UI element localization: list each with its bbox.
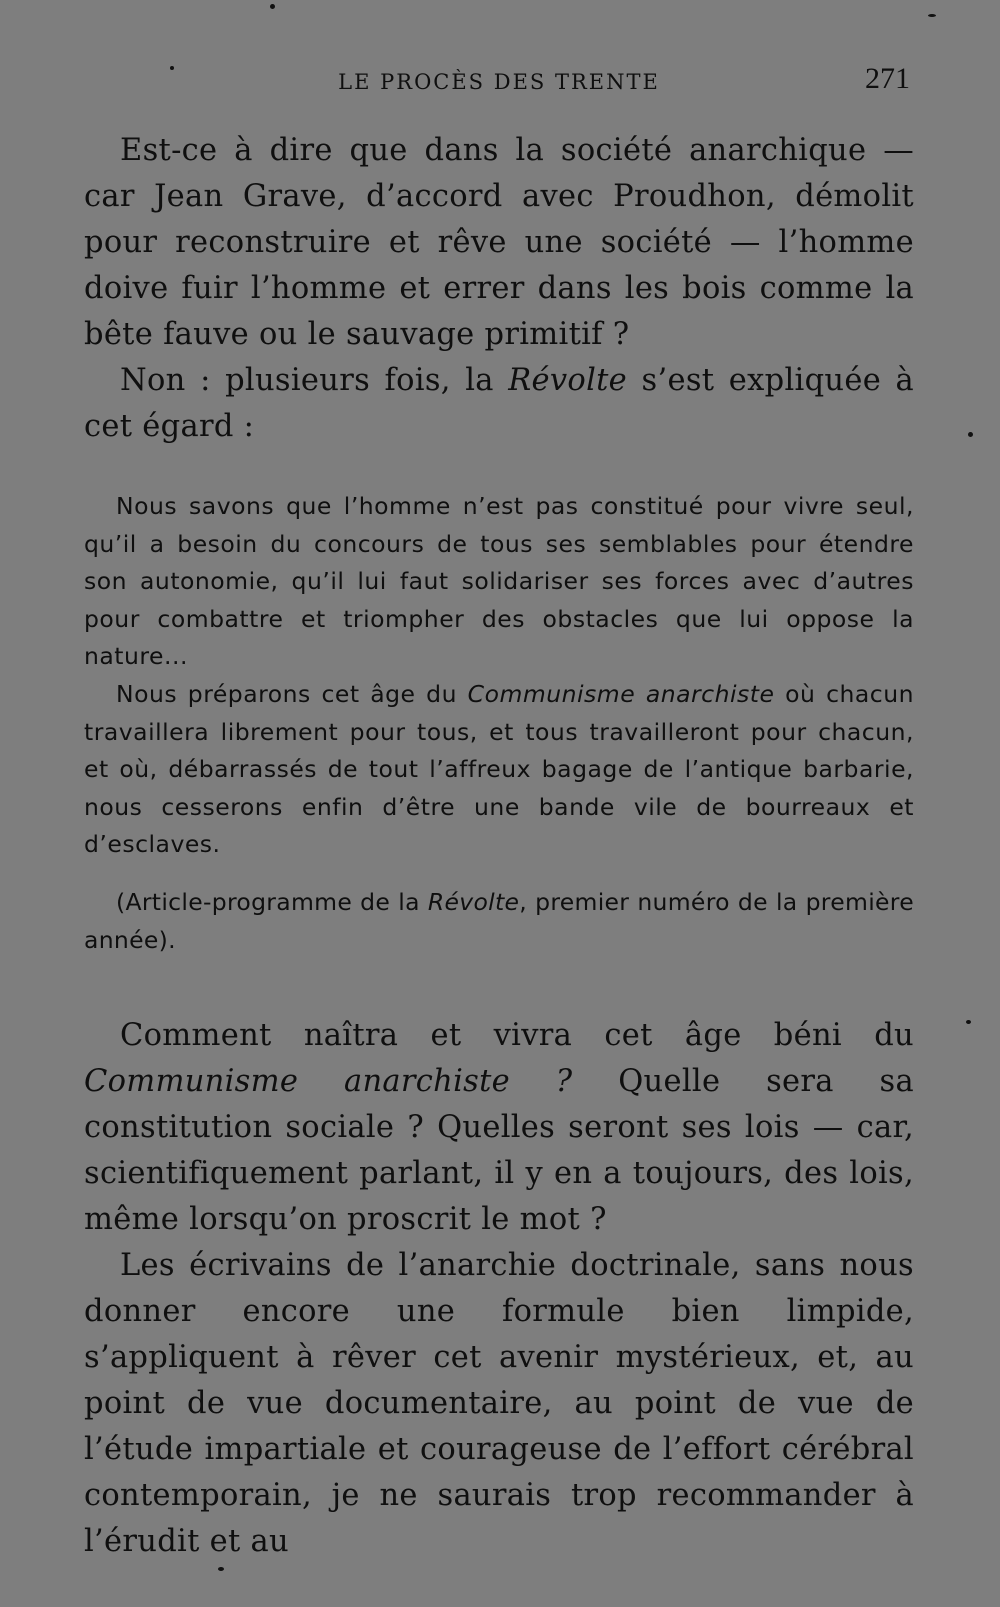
- running-head: [84, 62, 914, 102]
- scan-speck: [170, 66, 174, 70]
- citation-italic: Révolte: [427, 888, 520, 916]
- paragraph-3-text-start: Comment naîtra et vivra cet âge béni du: [120, 1018, 914, 1053]
- paragraph-2: [84, 358, 914, 450]
- paragraph-2-text-start: Non : plusieurs fois, la: [120, 363, 509, 398]
- paragraph-2-text-end: s’est expliquée à cet égard :: [84, 363, 914, 444]
- citation-paragraph: [84, 884, 914, 959]
- paragraph-2-italic: Révolte: [508, 363, 628, 398]
- quote-paragraph-1: [84, 488, 914, 676]
- quote-paragraph-2-text-end: où chacun travaillera librement pour tous, et tous travailleront pour chacun, et où, débarrassés de tout l’affreux bagage de l’antique barbarie, nous cesserons enfin d’être une bande vile de bourreaux et d’esclaves.: [84, 679, 915, 859]
- quote-paragraph-2: [84, 676, 914, 864]
- paragraph-3: [84, 1013, 914, 1243]
- scan-speck: [968, 432, 973, 437]
- paragraph-1: [84, 128, 914, 358]
- scan-speck: [270, 4, 275, 9]
- body-text-top: [84, 128, 914, 450]
- body-text-bottom: [84, 1013, 914, 1565]
- paragraph-3-text-end: Quelle sera sa constitution sociale ? Quelles seront ses lois — car, scientifiquement parlant, il y en a toujours, des lois, même lorsqu’on proscrit le mot ?: [84, 1064, 914, 1237]
- citation-text-end: , premier numéro de la première année).: [84, 888, 914, 954]
- scan-speck: [928, 14, 936, 17]
- quote-citation: [84, 884, 914, 959]
- citation-text-start: (Article-programme de la: [116, 888, 428, 916]
- quote-paragraph-1-text: Nous savons que l’homme n’est pas constitué pour vivre seul, qu’il a besoin du concours de tous ses semblables pour étendre son autonomie, qu’il lui faut solidariser ses forces avec d’autres pour combattre et triompher des obstacles que lui oppose la nature...: [84, 492, 914, 671]
- running-title: LE PROCÈS DES TRENTE: [338, 70, 660, 94]
- paragraph-4: [84, 1243, 914, 1565]
- paragraph-3-italic: Communisme anarchiste ?: [84, 1064, 573, 1099]
- scan-speck: [966, 1020, 971, 1024]
- paragraph-1-text: Est-ce à dire que dans la société anarchique — car Jean Grave, d’accord avec Proudhon, démolit pour reconstruire et rêve une société — l’homme doive fuir l’homme et errer dans les bois comme la bête fauve ou le sauvage primitif ?: [84, 133, 914, 352]
- block-quote: [84, 488, 914, 864]
- quote-paragraph-2-italic: Communisme anarchiste: [467, 679, 775, 708]
- quote-paragraph-2-text-start: Nous préparons cet âge du: [116, 679, 468, 708]
- page-number: 271: [865, 62, 910, 95]
- scan-speck: [218, 1567, 224, 1571]
- paragraph-4-text: Les écrivains de l’anarchie doctrinale, sans nous donner encore une formule bien limpide, s’appliquent à rêver cet avenir mystérieux, et, au point de vue documentaire, au point de vue de l’étude impartiale et courageuse de l’effort cérébral contemporain, je ne saurais trop recommander à l’érudit et au: [84, 1248, 914, 1559]
